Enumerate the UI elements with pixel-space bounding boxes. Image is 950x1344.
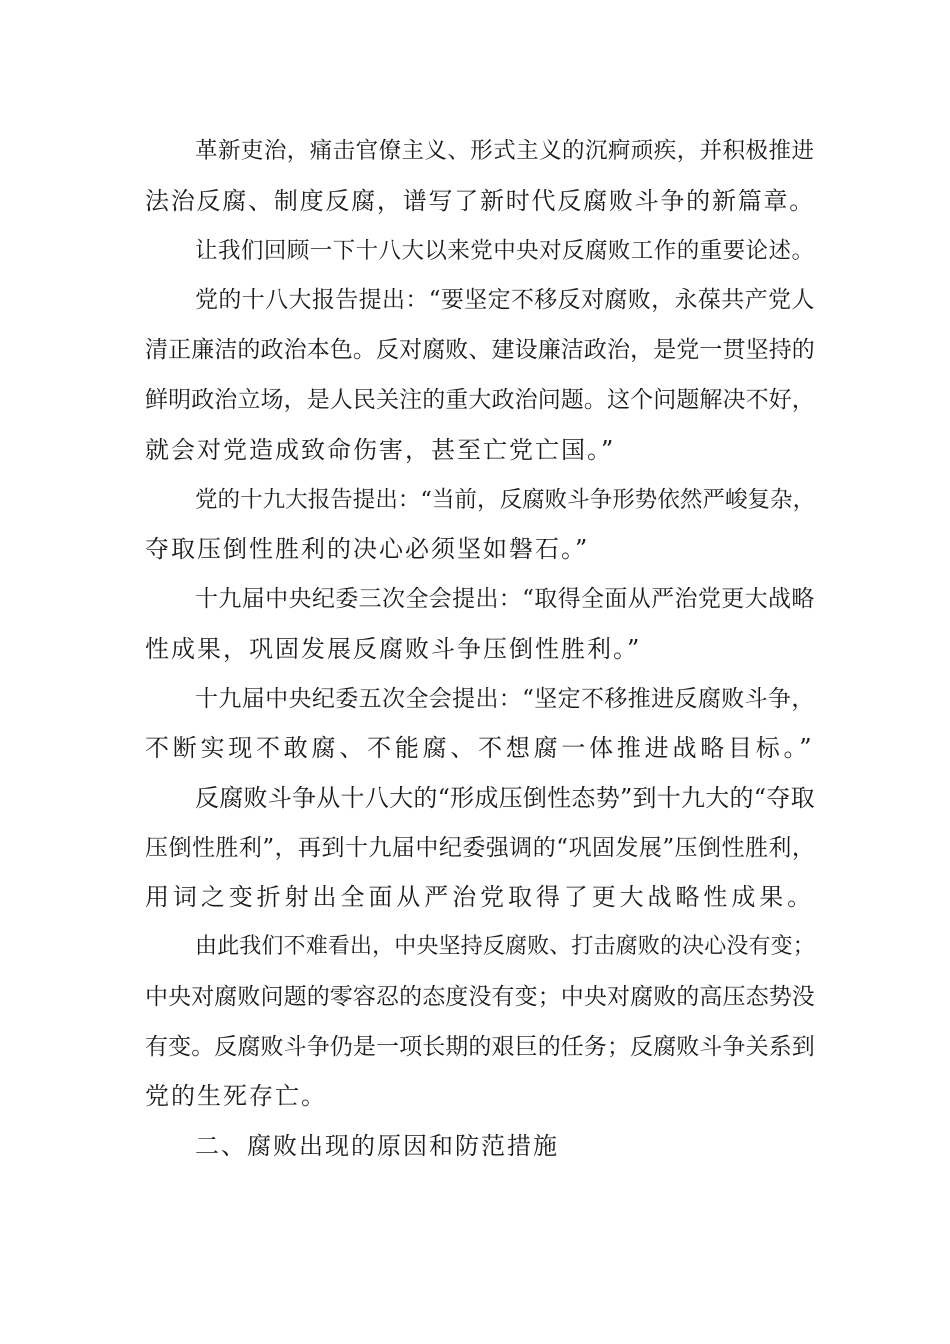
text-line: 夺取压倒性胜利的决心必须坚如磐石。” [145,535,590,563]
text-line: 法治反腐、制度反腐，谱写了新时代反腐败斗争的新篇章。 [145,187,816,215]
text-line: 党的十八大报告提出：“要坚定不移反对腐败，永葆共产党人 [195,287,815,313]
text-line: 鲜明政治立场，是人民关注的重大政治问题。这个问题解决不好， [145,387,815,413]
text-line: 由此我们不难看出，中央坚持反腐败、打击腐败的决心没有变； [195,934,815,959]
text-line: 清正廉洁的政治本色。反对腐败、建设廉洁政治，是党一贯坚持的 [145,337,815,363]
text-line: 十九届中央纪委三次全会提出：“取得全面从严治党更大战略 [195,586,815,612]
text-line: 性成果，巩固发展反腐败斗争压倒性胜利。” [145,635,642,663]
text-line: 不断实现不敢腐、不能腐、不想腐一体推进战略目标。” [145,734,816,762]
section-heading: 二、腐败出现的原因和防范措施 [195,1132,559,1160]
text-line: 有变。反腐败斗争仍是一项长期的艰巨的任务；反腐败斗争关系到 [145,1034,815,1060]
text-line: 压倒性胜利”，再到十九届中纪委强调的“巩固发展”压倒性胜利， [145,835,816,861]
text-line: 党的生死存亡。 [145,1082,327,1110]
text-line: 党的十九大报告提出：“当前，反腐败斗争形势依然严峻复杂， [195,487,816,513]
text-line: 用词之变折射出全面从严治党取得了更大战略性成果。 [145,883,816,911]
text-line: 十九届中央纪委五次全会提出：“坚定不移推进反腐败斗争， [195,686,815,712]
text-line: 让我们回顾一下十八大以来党中央对反腐败工作的重要论述。 [195,238,815,264]
text-line: 革新吏治，痛击官僚主义、形式主义的沉痾顽疾，并积极推进 [195,138,815,164]
text-line: 中央对腐败问题的零容忍的态度没有变；中央对腐败的高压态势没 [145,984,815,1010]
text-line: 就会对党造成致命伤害，甚至亡党亡国。” [145,436,616,464]
text-line: 反腐败斗争从十八大的“形成压倒性态势”到十九大的“夺取 [195,784,815,812]
